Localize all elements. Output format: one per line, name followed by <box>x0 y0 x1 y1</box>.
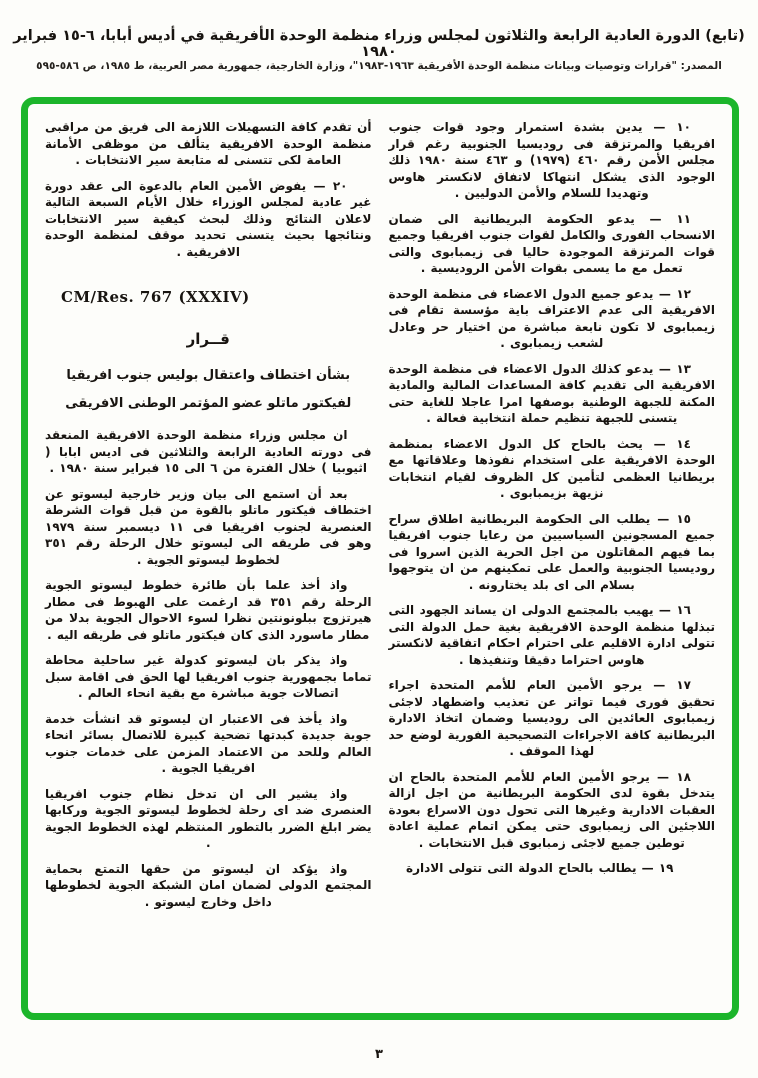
resolution-paragraph-10: ١٠ — يدين بشدة استمرار وجود قوات جنوب افريقيا والمرتزقة فى روديسيا الجنوبية رغم قرار مجلس الأمن رقم ٤٦٠ (١٩٧٩) و ٤٦٣ سنة ١٩٨٠ ذلك الوجود الذى يشكل انتهاكا لاتفاق لانكستر هاوس وتهديدا للسلام والأمن الدوليين . <box>388 120 715 200</box>
resolution-paragraph-13: ١٣ — يدعو كذلك الدول الاعضاء فى منظمة الوحدة الافريقية الى تقديم كافة المساعدات المالية والمادية المكنة للجبهة الوطنية بوصفها امرا عاجلا للغاية حتى يتسنى للجبهة تنظيم حملة انتخابية فعالة . <box>388 361 715 425</box>
resolution-paragraph-11: ١١ — يدعو الحكومة البريطانية الى ضمان الانسحاب الفورى والكامل لقوات جنوب افريقيا وجميع قوات المرتزقة الموجودة حاليا فى زيمبابوى والتى تعمل مع ما يسمى بقوات الأمن الروديسية . <box>388 211 715 275</box>
preamble-paragraph-6: واذ يشير الى ان تدخل نظام جنوب افريقيا العنصرى ضد اى رحلة لخطوط ليسوتو الجوية وركابها يضر ابلغ الضرر بالتطور المنتظم لهذه الخطوط الجوية . <box>45 786 372 850</box>
resolution-paragraph-17: ١٧ — يرجو الأمين العام للأمم المتحدة اجراء تحقيق فورى فيما تواتر عن تعذيب واضطهاد لاجئى زيمبابوى العائدين الى روديسيا وضمان اتخاذ الادارة البريطانية كافة الاجراءات التصحيحية الفورية لوضع حد لهذا الموقف . <box>388 678 715 758</box>
resolution-heading: قــرار <box>186 330 230 348</box>
left-column <box>45 119 372 1003</box>
resolution-paragraph-12: ١٢ — يدعو جميع الدول الاعضاء فى منظمة الوحدة الافريقية الى عدم الاعتراف باية مؤسسة تقام فى زيمبابوى لا تكون نابعة مباشرة من اختيار حر وعادل لشعب زيمبابوى . <box>388 286 715 350</box>
session-title: (تابع) الدورة العادية الرابعة والثلاثون لمجلس وزراء منظمة الوحدة الأفريقية في أديس أبابا، ٦-١٥ فبراير ١٩٨٠ <box>13 28 745 60</box>
preamble-paragraph-1: ان مجلس وزراء منظمة الوحدة الافريقية المنعقد فى دورته العادية الرابعة والثلاثين فى اديس ابابا ( اثيوبيا ) خلال الفترة من ٦ الى ١٥ فبراير سنة ١٩٨٠ . <box>45 428 372 475</box>
resolution-paragraph-15: ١٥ — يطلب الى الحكومة البريطانية اطلاق سراح جميع المسجونين السياسيين من رعايا جنوب افريقيا بما فيهم المقاتلون من اجل الحرية الذين اسروا فى روديسيا الجنوبية والعمل على تمكينهم من ان يتوجهوا بسلام الى اى بلد يختارونه . <box>388 511 715 592</box>
document-border-frame <box>21 97 739 1020</box>
resolution-paragraph-19: ١٩ — يطالب بالحاح الدولة التى تتولى الادارة <box>406 861 674 875</box>
paragraph-19-continuation: أن تقدم كافة التسهيلات اللازمة الى فريق من مراقبى منظمة الوحدة الافريقية يتألف من موظفى الأمانة العامة لكى تتسنى له متابعة سير الانتخابات . <box>45 120 372 167</box>
right-column <box>389 119 716 1003</box>
source-citation: المصدر: "قرارات وتوصيات وبيانات منظمة الوحدة الأفريقية ١٩٦٣-١٩٨٣"، وزارة الخارجية، جمهورية مصر العربية، ط ١٩٨٥، ص ٥٨٦-٥٩٥ <box>36 60 722 72</box>
resolution-title-line-2: لفيكتور ماتلو عضو المؤتمر الوطنى الافريقى <box>65 396 352 411</box>
resolution-paragraph-14: ١٤ — يحث بالحاح كل الدول الاعضاء بمنظمة الوحدة الافريقية على استخدام نفوذها وعلاقاتها مع بريطانيا العظمى لتأمين كل الظروف لقيام انتخابات نزيهة بزيمبابوى . <box>388 436 715 500</box>
resolution-paragraph-18: ١٨ — يرجو الأمين العام للأمم المتحدة بالحاح ان يتدخل بقوة لدى الحكومة البريطانية من اجل ازالة العقبات الادارية وغيرها التى تحول دون الاسراع بعودة اللاجئين الى زيمبابوى حتى يمكن اتمام عملية اعادة توطين جميع لاجئى زمبابوى قبل الانتخابات . <box>388 769 715 850</box>
resolution-reference-number: CM/Res. 767 (XXXIV) <box>61 288 250 306</box>
preamble-paragraph-3: واذ أخذ علما بأن طائرة خطوط ليسوتو الجوية الرحلة رقم ٣٥١ قد ارغمت على الهبوط فى مطار هيرتزوج ببلونونتين نظرا لسوء الاحوال الجوية بدلا من مطار ماسورد الذى كان فيكتور ماتلو فى طريقه اليه . <box>45 578 372 642</box>
page-number: ٣ <box>375 1047 383 1062</box>
preamble-paragraph-2: بعد أن استمع الى بيان وزير خارجية ليسوتو عن اختطاف فيكتور ماتلو بالقوة من قبل قوات الشرطة العنصرية لجنوب افريقيا فى ١١ ديسمبر سنة ١٩٧٩ وهو فى طريقه الى ليسوتو خلال الرحلة رقم ٣٥١ لخطوط ليسوتو الجوية . <box>45 486 372 567</box>
preamble-paragraph-5: واذ يأخذ فى الاعتبار ان ليسوتو قد انشأت خدمة جوية جديدة كبدتها تضحية كبيرة للاتصال بسائر انحاء العالم وللحد من الاعتماد المزمن على خدمات جنوب افريقيا الجوية . <box>45 711 372 775</box>
resolution-title-line-1: بشأن اختطاف واعتقال بوليس جنوب افريقيا <box>66 368 351 383</box>
resolution-paragraph-20: ٢٠ — يفوض الأمين العام بالدعوة الى عقد دورة غير عادية لمجلس الوزراء خلال الأيام السبعة التالية لاعلان النتائج وذلك لبحث كيفية سير الانتخابات ونتائجها بحيث يتسنى تحديد موقف لمنظمة الوحدة الافريقية . <box>45 178 372 259</box>
preamble-paragraph-4: واذ يذكر بان ليسوتو كدولة غير ساحلية محاطة تماما بجمهورية جنوب افريقيا لها الحق فى اقامة سبل اتصالات جوية مباشرة مع بقية انحاء العالم . <box>45 653 372 700</box>
preamble-paragraph-7: واذ يؤكد ان ليسوتو من حقها التمتع بحماية المجتمع الدولى لضمان امان الشبكة الجوية لخطوطها داخل وخارج ليسوتو . <box>45 861 372 909</box>
resolution-paragraph-16: ١٦ — يهيب بالمجتمع الدولى ان يساند الجهود التى تبذلها منظمة الوحدة الافريقية بغية حمل الدولة التى تتولى ادارة الاقليم على احترام احكام اتفاقية لانكستر هاوس احتراما دقيقا وتنفيذها . <box>388 603 715 667</box>
